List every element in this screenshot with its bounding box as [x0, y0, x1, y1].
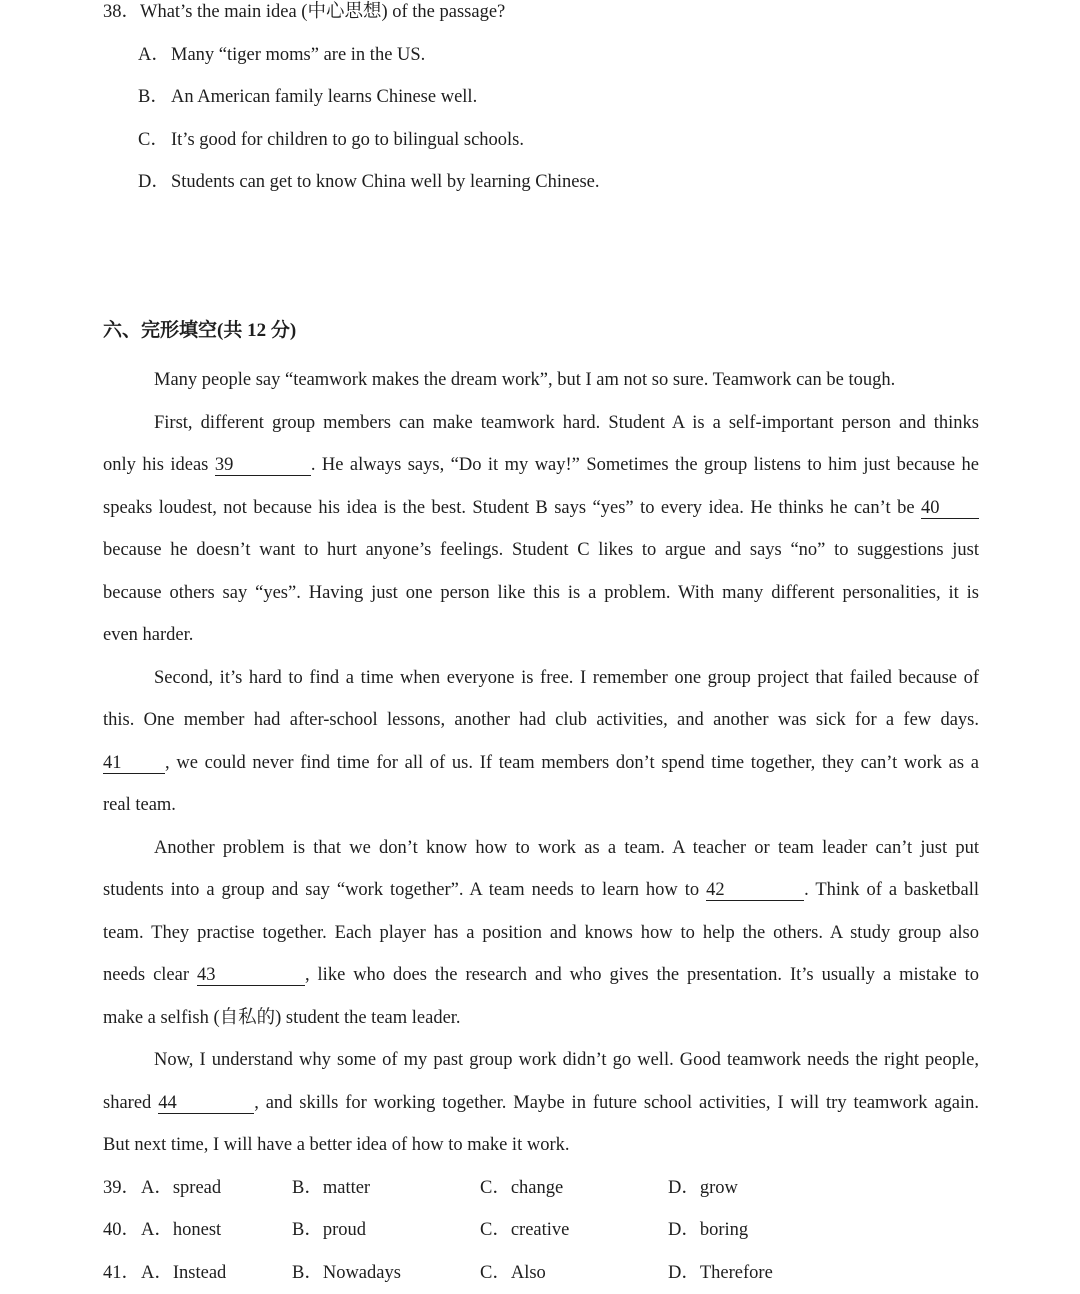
passage-line: Now, I understand why some of my past group work didn’t go well. Good teamwork needs the right people,	[154, 1050, 979, 1070]
q38-option-a	[138, 43, 425, 67]
passage-line	[103, 453, 979, 477]
answer-row-40	[103, 1218, 803, 1242]
passage-line: this. One member had after-school lessons, another had club activities, and another was sick for a few days.	[103, 710, 979, 730]
passage-line	[103, 496, 979, 520]
answer-number: 40．	[103, 1220, 141, 1240]
passage-line: First, different group members can make teamwork hard. Student A is a self-important person and thinks	[154, 413, 979, 433]
passage-line: But next time, I will have a better idea of how to make it work.	[103, 1135, 570, 1155]
q38-option-b	[138, 85, 477, 109]
option-text: It’s good for children to go to bilingual schools.	[171, 130, 524, 150]
answer-option-c: C．Also	[480, 1263, 546, 1283]
blank-39: 39	[215, 456, 311, 476]
option-letter: C．	[138, 130, 169, 150]
passage-line: make a selfish (自私的) student the team leader.	[103, 1008, 461, 1028]
option-letter: A．	[138, 45, 170, 65]
passage-line: real team.	[103, 795, 176, 815]
option-text: Students can get to know China well by learning Chinese.	[171, 172, 600, 192]
blank-40: 40	[921, 499, 979, 519]
q38-option-c	[138, 128, 524, 152]
passage-text: , and skills for working together. Maybe in future school activities, I will try teamwork again.	[254, 1093, 980, 1113]
answer-option-c: C．creative	[480, 1220, 570, 1240]
passage-line: Many people say “teamwork makes the dream work”, but I am not so sure. Teamwork can be tough.	[154, 370, 896, 390]
passage-line: team. They practise together. Each player has a position and knows how to help the others. A study group also	[103, 923, 979, 943]
answer-number: 41．	[103, 1263, 141, 1283]
passage-line: because he doesn’t want to hurt anyone’s feelings. Student C likes to argue and says “no” to suggestions just	[103, 540, 979, 560]
answer-option-d: D．boring	[668, 1220, 749, 1240]
blank-41: 41	[103, 754, 165, 774]
answer-option-d: D．grow	[668, 1178, 738, 1198]
passage-text: shared	[103, 1093, 152, 1113]
answer-number: 39．	[103, 1178, 141, 1198]
passage-line: even harder.	[103, 625, 194, 645]
option-letter: B．	[138, 87, 169, 107]
passage-text: speaks loudest, not because his idea is the best. Student B says “yes” to every idea. He thinks he can’t be	[103, 498, 915, 518]
option-text: An American family learns Chinese well.	[171, 87, 478, 107]
option-text: Many “tiger moms” are in the US.	[171, 45, 426, 65]
passage-line: Second, it’s hard to find a time when everyone is free. I remember one group project that failed because of	[154, 668, 979, 688]
answer-option-c: C．change	[480, 1178, 564, 1198]
passage-line: because others say “yes”. Having just one person like this is a problem. With many different personalities, it is	[103, 583, 979, 603]
option-letter: D．	[138, 172, 170, 192]
passage-line	[103, 751, 979, 775]
answer-row-41	[103, 1261, 803, 1285]
passage-line	[103, 1091, 979, 1115]
answer-option-a: A．honest	[141, 1220, 222, 1240]
blank-43: 43	[197, 966, 305, 986]
answer-option-b: B．proud	[292, 1220, 367, 1240]
answer-option-a: A．Instead	[141, 1263, 227, 1283]
blank-44: 44	[158, 1094, 254, 1114]
section-title: 六、完形填空(共 12 分)	[103, 320, 297, 341]
q38-option-d	[138, 170, 600, 194]
passage-text: . He always says, “Do it my way!” Sometimes the group listens to him just because he	[310, 455, 980, 475]
passage-line	[103, 878, 979, 902]
passage-text: only his ideas	[103, 455, 209, 475]
answer-option-b: B．matter	[292, 1178, 371, 1198]
passage-line	[103, 963, 979, 987]
answer-option-a: A．spread	[141, 1178, 222, 1198]
passage-text: . Think of a basketball	[804, 880, 979, 900]
passage-text: students into a group and say “work together”. A team needs to learn how to	[103, 880, 700, 900]
question-38: 38．What’s the main idea (中心思想) of the passage?	[103, 2, 506, 22]
passage-text: , like who does the research and who gives the presentation. It’s usually a mistake to	[304, 965, 980, 985]
answer-row-39	[103, 1176, 803, 1200]
passage-text: needs clear	[103, 965, 190, 985]
answer-option-b: B．Nowadays	[292, 1263, 401, 1283]
blank-42: 42	[706, 881, 804, 901]
passage-line: Another problem is that we don’t know how to work as a team. A teacher or team leader can’t just put	[154, 838, 979, 858]
passage-text: , we could never find time for all of us. If team members don’t spend time together, they can’t work as a	[165, 753, 979, 773]
answer-option-d: D．Therefore	[668, 1263, 773, 1283]
